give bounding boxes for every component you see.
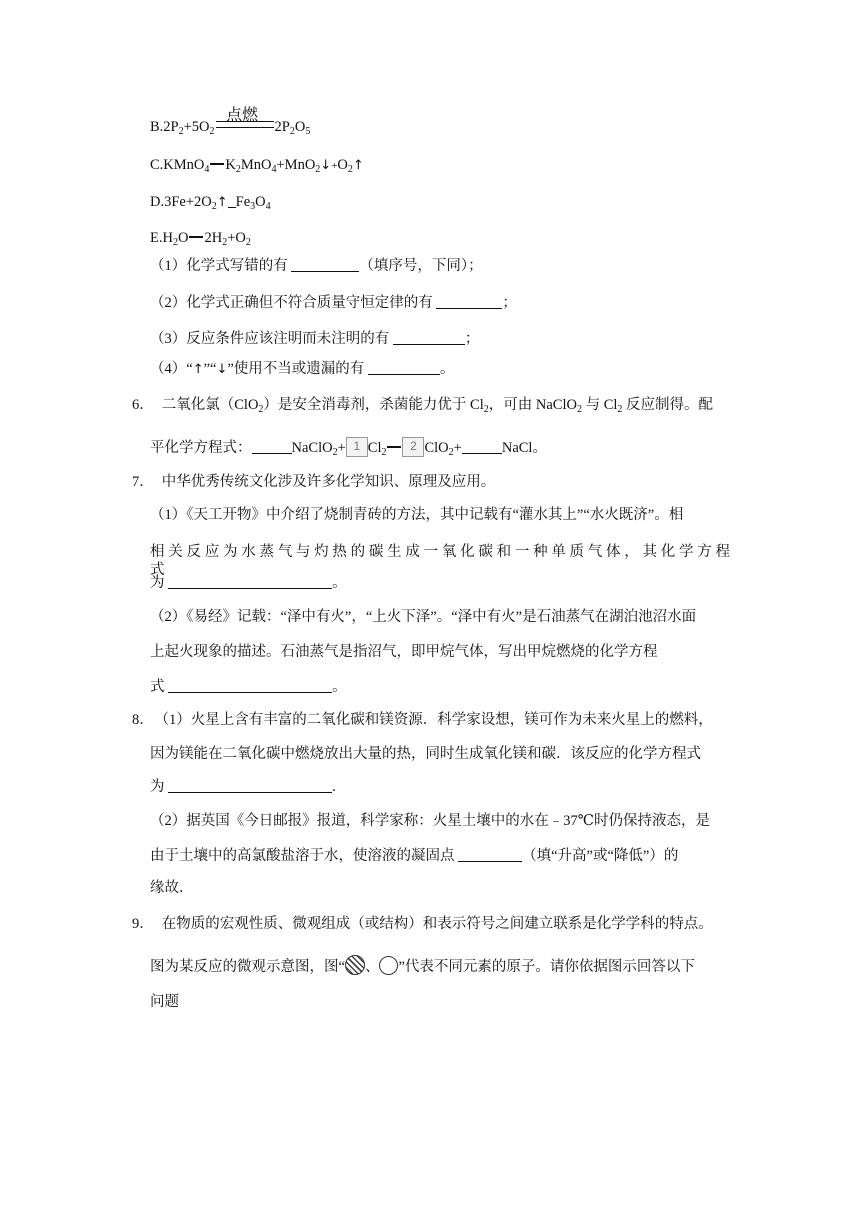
q5-sub3: （3）反应条件应该注明而未注明的有 ； xyxy=(150,331,480,347)
q6-line2: 平化学方程式： NaClO$_2$+ 1 $Cl_2$ 2 ClO$_2$+ NaCl。 xyxy=(150,439,547,458)
option-e: $E.H_2O$ $2H_2+O_2$ xyxy=(150,230,251,248)
q9-line1: 9． 在物质的宏观性质、微观组成（或结构）和表示符号之间建立联系是化学学科的特点。 xyxy=(132,916,713,932)
q6-line1: 6． 二氧化氯（ClO$_2$）是安全消毒剂，杀菌能力优于 $Cl_2$，可由 NaClO$_2$ 与 $Cl_2$ 反应制得。配 xyxy=(132,397,714,415)
q7-sub2-line3: 式 。 xyxy=(150,679,347,695)
q7-sub1-line2: 相 关 反 应 为 水 蒸 气 与 灼 热 的 碳 生 成 一 氧 化 碳 和 一 种 单 质 气 体 ， 其 化 学 方 程 式 xyxy=(150,544,730,578)
open-atom-icon xyxy=(379,956,398,975)
q9-line3: 问题 xyxy=(150,994,179,1010)
q7-sub1-line1: （1）《天工开物》中介绍了烧制青砖的方法，其中记载有“灌水其上”“水火既济”。相 xyxy=(150,507,684,523)
q9-line2: 图为某反应的微观示意图，图“ 、 ”代表不同元素的原子。请你依据图示回答以下 xyxy=(150,955,695,976)
option-d: $D.3Fe+2O_2↑$ $Fe_3O_4$ xyxy=(150,194,271,212)
hatched-atom-icon xyxy=(345,955,365,975)
q8-line1: 8． （1）火星上含有丰富的二氧化碳和镁资源．科学家设想，镁可作为未来火星上的燃料， xyxy=(132,712,713,728)
q5-sub4: （4）“↑”“↓”使用不当或遗漏的有 。 xyxy=(150,361,455,377)
option-c: C.KMnO$_4$ $K_2MnO_4+MnO_2↓+O_2↑$ xyxy=(150,157,364,175)
q7-sub2-line1: （2）《易经》记载：“泽中有火”，“上火下泽”。“泽中有火”是石油蒸气在湖泊池沼水面 xyxy=(150,609,697,625)
q8-sub2-line1: （2）据英国《今日邮报》报道，科学家称：火星土壤中的水在﹣37℃时仍保持液态，是 xyxy=(150,813,710,829)
reaction-condition: 点燃 xyxy=(226,105,259,124)
q8-sub2-line3: 缘故． xyxy=(150,880,194,896)
q5-sub1: （1）化学式写错的有 （填序号，下同）； xyxy=(150,258,483,274)
q7-title: 7． 中华优秀传统文化涉及许多化学知识、原理及应用。 xyxy=(132,474,496,490)
q8-sub2-line2: 由于土壤中的高氯酸盐溶于水，使溶液的凝固点 （填“升高”或“降低”）的 xyxy=(150,848,679,864)
option-b: $B.2P_2+5O_2$ $2P_2O_5$ xyxy=(150,119,311,137)
q7-sub2-line2: 上起火现象的描述。石油蒸气是指沼气，即甲烷气体，写出甲烷燃烧的化学方程 xyxy=(150,644,658,660)
answer-box-2: 2 xyxy=(402,437,424,457)
q8-line2: 因为镁能在二氧化碳中燃烧放出大量的热，同时生成氧化镁和碳．该反应的化学方程式 xyxy=(150,746,701,762)
q8-line3: 为 . xyxy=(150,779,336,795)
q7-sub1-line3: 为 。 xyxy=(150,575,347,591)
answer-box-1: 1 xyxy=(346,437,368,457)
q5-sub2: （2）化学式正确但不符合质量守恒定律的有 ； xyxy=(150,295,517,311)
